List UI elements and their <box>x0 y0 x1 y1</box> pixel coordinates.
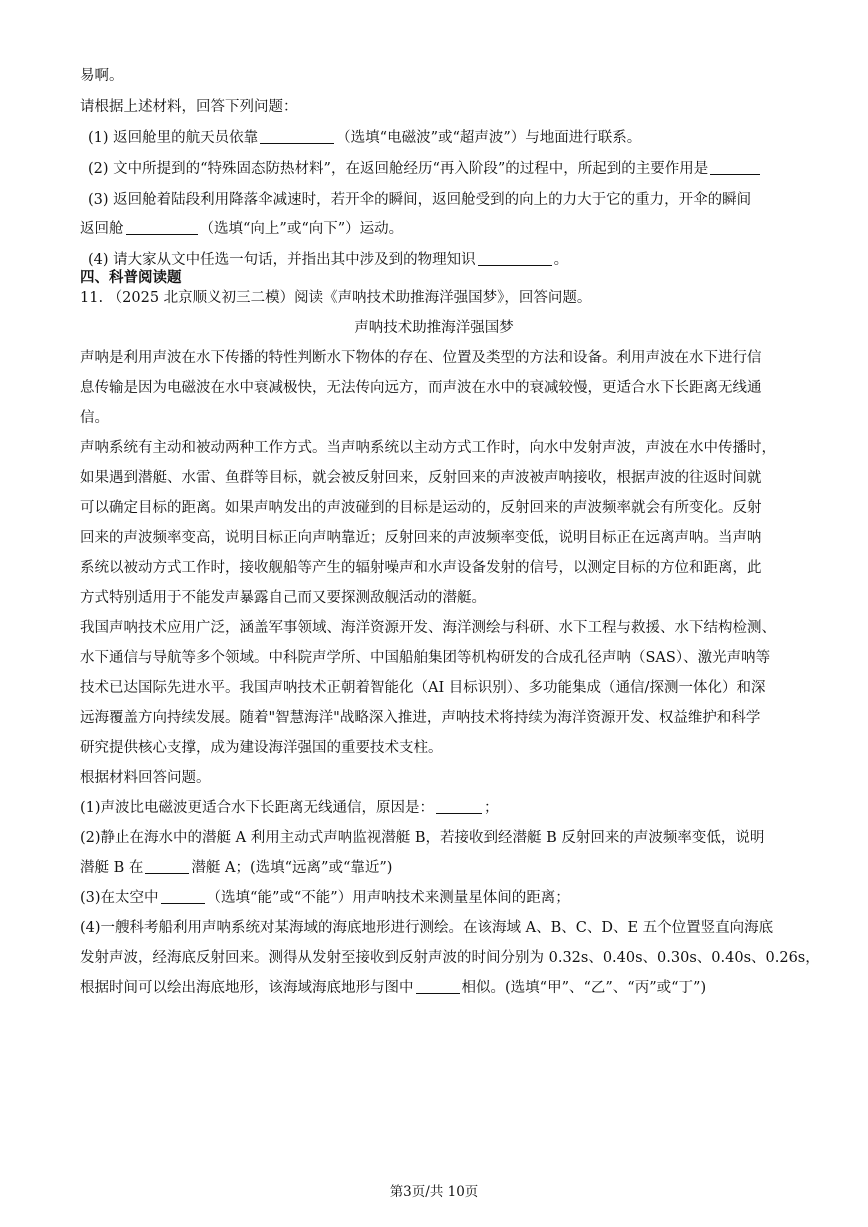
answer-blank <box>126 220 198 235</box>
sub-question-4-cont: 发射声波，经海底反射回来。测得从发射至接收到反射声波的时间分别为 0.32s、0.40s、0.30s、0.40s、0.26s， <box>80 950 820 966</box>
question-text: (3)在太空中 <box>80 890 159 906</box>
sub-question-4: (4)一艘科考船利用声呐系统对某海域的海底地形进行测绘。在该海域 A、B、C、D、E 五个位置竖直向海底 <box>80 920 774 936</box>
question-1 <box>88 128 641 148</box>
answer-blank <box>436 799 482 814</box>
question-11-intro: 11. （2025 北京顺义初三二模）阅读《声呐技术助推海洋强国梦》，回答问题。 <box>80 290 592 306</box>
sub-question-1 <box>80 798 499 818</box>
question-text: （选填“能”或“不能”）用声呐技术来测量星体间的距离； <box>206 890 570 906</box>
paragraph-line: 可以确定目标的距离。如果声呐发出的声波碰到的目标是运动的，反射回来的声波频率就会有所变化。反射 <box>80 500 762 516</box>
question-text: 潜艇 A；(选填“远离”或“靠近”) <box>191 860 393 876</box>
sub-question-2: (2)静止在海水中的潜艇 A 利用主动式声呐监视潜艇 B，若接收到经潜艇 B 反射回来的声波频率变低，说明 <box>80 830 765 846</box>
question-text: (2) 文中所提到的“特殊固态防热材料”，在返回舱经历“再入阶段”的过程中，所起到的主要作用是 <box>88 161 709 177</box>
question-text: ； <box>484 800 499 816</box>
question-text: （选填“向上”或“向下”）运动。 <box>199 221 404 237</box>
text-line: 请根据上述材料，回答下列问题： <box>80 99 298 115</box>
question-text: (1) 返回舱里的航天员依靠 <box>88 130 259 146</box>
question-text: 。 <box>553 252 569 268</box>
sub-question-4-cont <box>80 978 706 998</box>
answer-blank <box>710 160 760 175</box>
question-text: （选填“电磁波”或“超声波”）与地面进行联系。 <box>336 130 642 146</box>
paragraph-line: 息传输是因为电磁波在水中衰减极快，无法传向远方，而声波在水中的衰减较慢，更适合水下长距离无线通 <box>80 380 762 396</box>
sub-question-3 <box>80 888 570 908</box>
sub-question-2-cont <box>80 858 392 878</box>
paragraph-line: 系统以被动方式工作时，接收舰船等产生的辐射噪声和水声设备发射的信号，以测定目标的方位和距离，此 <box>80 560 762 576</box>
paragraph-line: 如果遇到潜艇、水雷、鱼群等目标，就会被反射回来，反射回来的声波被声呐接收，根据声波的往返时间就 <box>80 470 762 486</box>
question-3-cont <box>80 219 403 239</box>
paragraph-line: 研究提供核心支撑，成为建设海洋强国的重要技术支柱。 <box>80 740 443 756</box>
paragraph-line: 声呐系统有主动和被动两种工作方式。当声呐系统以主动方式工作时，向水中发射声波，声波在水中传播时， <box>80 440 776 456</box>
paragraph-line: 远海覆盖方向持续发展。随着"智慧海洋"战略深入推进，声呐技术将持续为海洋资源开发、权益维护和科学 <box>80 710 761 726</box>
answer-blank <box>145 859 189 874</box>
question-text: 潜艇 B 在 <box>80 860 144 876</box>
question-text: 根据时间可以绘出海底地形，该海域海底地形与图中 <box>80 980 414 996</box>
section-heading: 四、科普阅读题 <box>80 269 182 286</box>
page-number: 第3页/共 10页 <box>389 1184 479 1200</box>
paragraph-line: 信。 <box>80 410 109 426</box>
answer-blank <box>161 889 205 904</box>
text-line: 易啊。 <box>80 68 124 84</box>
article-title: 声呐技术助推海洋强国梦 <box>354 320 514 336</box>
paragraph-line: 根据材料回答问题。 <box>80 770 211 786</box>
answer-blank <box>416 979 460 994</box>
question-text: (4) 请大家从文中任选一句话，并指出其中涉及到的物理知识 <box>88 252 476 268</box>
question-3: (3) 返回舱着陆段利用降落伞减速时，若开伞的瞬间，返回舱受到的向上的力大于它的重力，开伞的瞬间 <box>88 192 752 208</box>
question-text: (1)声波比电磁波更适合水下长距离无线通信，原因是： <box>80 800 435 816</box>
question-text: 相似。(选填“甲”、“乙”、“丙”或“丁”) <box>461 980 707 996</box>
question-4 <box>88 250 568 270</box>
question-2 <box>88 159 762 179</box>
paragraph-line: 水下通信与导航等多个领域。中科院声学所、中国船舶集团等机构研发的合成孔径声呐（SAS）、激光声呐等 <box>80 650 771 666</box>
question-text: 返回舱 <box>80 221 124 237</box>
answer-blank <box>260 129 334 144</box>
answer-blank <box>478 251 552 266</box>
paragraph-line: 我国声呐技术应用广泛，涵盖军事领域、海洋资源开发、海洋测绘与科研、水下工程与救援、水下结构检测、 <box>80 620 776 636</box>
paragraph-line: 声呐是利用声波在水下传播的特性判断水下物体的存在、位置及类型的方法和设备。利用声波在水下进行信 <box>80 350 762 366</box>
paragraph-line: 技术已达国际先进水平。我国声呐技术正朝着智能化（AI 目标识别）、多功能集成（通信/探测一体化）和深 <box>80 680 766 696</box>
paragraph-line: 方式特别适用于不能发声暴露自己而又要探测敌舰活动的潜艇。 <box>80 590 486 606</box>
paragraph-line: 回来的声波频率变高，说明目标正向声呐靠近；反射回来的声波频率变低，说明目标正在远离声呐。当声呐 <box>80 530 762 546</box>
